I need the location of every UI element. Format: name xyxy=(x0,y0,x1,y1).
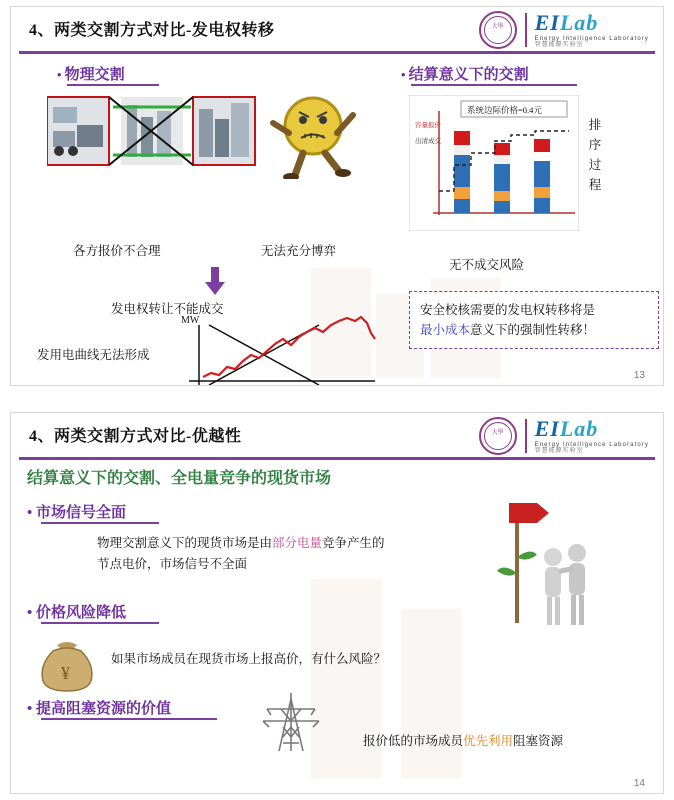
body-text-market-signal: 物理交割意义下的现货市场是由部分电量竞争产生的节点电价，市场信号不全面 xyxy=(97,536,385,571)
bullet-market-signal: • 市场信号全面 xyxy=(27,505,127,521)
settlement-bar-chart xyxy=(409,95,579,231)
brand-name: EILab xyxy=(534,416,599,441)
svg-text:MW: MW xyxy=(181,315,200,326)
svg-text:容量报价: 容量报价 xyxy=(415,122,441,129)
bullet-underline xyxy=(41,718,217,720)
logo-divider xyxy=(525,13,527,47)
svg-text:系统边际价格=0.4元: 系统边际价格=0.4元 xyxy=(467,105,542,115)
down-arrow-icon xyxy=(207,267,223,295)
brand-logo xyxy=(479,11,649,49)
page-title: 4、两类交割方式对比-优越性 xyxy=(29,428,242,445)
callout-line-2: 最小成本意义下的强制性转移！ xyxy=(420,323,596,337)
callout-line-1: 安全校核需要的发电权转移将是 xyxy=(420,303,596,317)
bullet-congestion-value: • 提高阻塞资源的价值 xyxy=(27,701,172,717)
caption-unreasonable-pricing: 各方报价不合理 xyxy=(73,244,161,258)
transmission-tower-illustration xyxy=(239,691,349,753)
angry-coin-illustration xyxy=(269,93,361,179)
subheading-physical-delivery: • 物理交割 xyxy=(57,67,125,83)
subheading-settlement-delivery: • 结算意义下的交割 xyxy=(401,67,529,83)
lab-brand xyxy=(535,418,649,454)
caption-transfer-fail: 发电权转让不能成交 xyxy=(111,302,224,316)
svg-text:出清成交: 出清成交 xyxy=(415,138,441,145)
brand-subtitle: Energy Intelligence Laboratory xyxy=(534,442,649,448)
brand-subtitle-cn: 智慧能源实验室 xyxy=(534,448,584,454)
slide-13-body xyxy=(11,53,663,386)
physical-delivery-illustration xyxy=(47,95,257,170)
slide-14 xyxy=(10,412,664,794)
caption-curve-fail: 发用电曲线无法形成 xyxy=(37,348,150,362)
bullet-underline xyxy=(41,522,159,524)
slide-13-header xyxy=(11,7,663,53)
subheading-underline xyxy=(67,84,159,86)
page-title: 4、两类交割方式对比-发电权转移 xyxy=(29,22,275,39)
body-text-congestion: 报价低的市场成员优先利用阻塞资源 xyxy=(363,734,564,748)
svg-text:¥: ¥ xyxy=(61,663,70,683)
university-seal-icon: 大學 xyxy=(479,417,517,455)
logo-divider xyxy=(525,419,527,453)
page-number: 14 xyxy=(633,778,645,789)
section-heading: 结算意义下的交割、全电量竞争的现货市场 xyxy=(27,470,332,487)
money-bag-illustration xyxy=(35,635,101,693)
label-sorting-process: 排序过程 xyxy=(588,118,602,192)
slide-14-header xyxy=(11,413,663,459)
body-text-price-risk: 如果市场成员在现货市场上报高价，有什么风险？ xyxy=(111,652,387,666)
bullet-underline xyxy=(41,622,159,624)
brand-subtitle: Energy Intelligence Laboratory xyxy=(534,36,649,42)
page-number: 13 xyxy=(633,370,645,381)
brand-subtitle-cn: 智慧能源实验室 xyxy=(534,42,584,48)
background-watermark xyxy=(401,609,461,779)
slide-13 xyxy=(10,6,664,386)
brand-name: EILab xyxy=(534,10,599,35)
slide-14-body xyxy=(11,459,663,794)
callout-note xyxy=(409,291,659,349)
caption-no-failure-risk: 无不成交风险 xyxy=(449,258,525,272)
university-seal-icon: 大學 xyxy=(479,11,517,49)
brand-logo xyxy=(479,417,649,455)
caption-insufficient-game: 无法充分博弈 xyxy=(261,244,337,258)
bullet-price-risk: • 价格风险降低 xyxy=(27,605,127,621)
generation-load-curve-chart xyxy=(179,311,379,386)
lab-brand xyxy=(535,12,649,48)
subheading-underline xyxy=(411,84,577,86)
signpost-people-illustration xyxy=(491,497,601,637)
